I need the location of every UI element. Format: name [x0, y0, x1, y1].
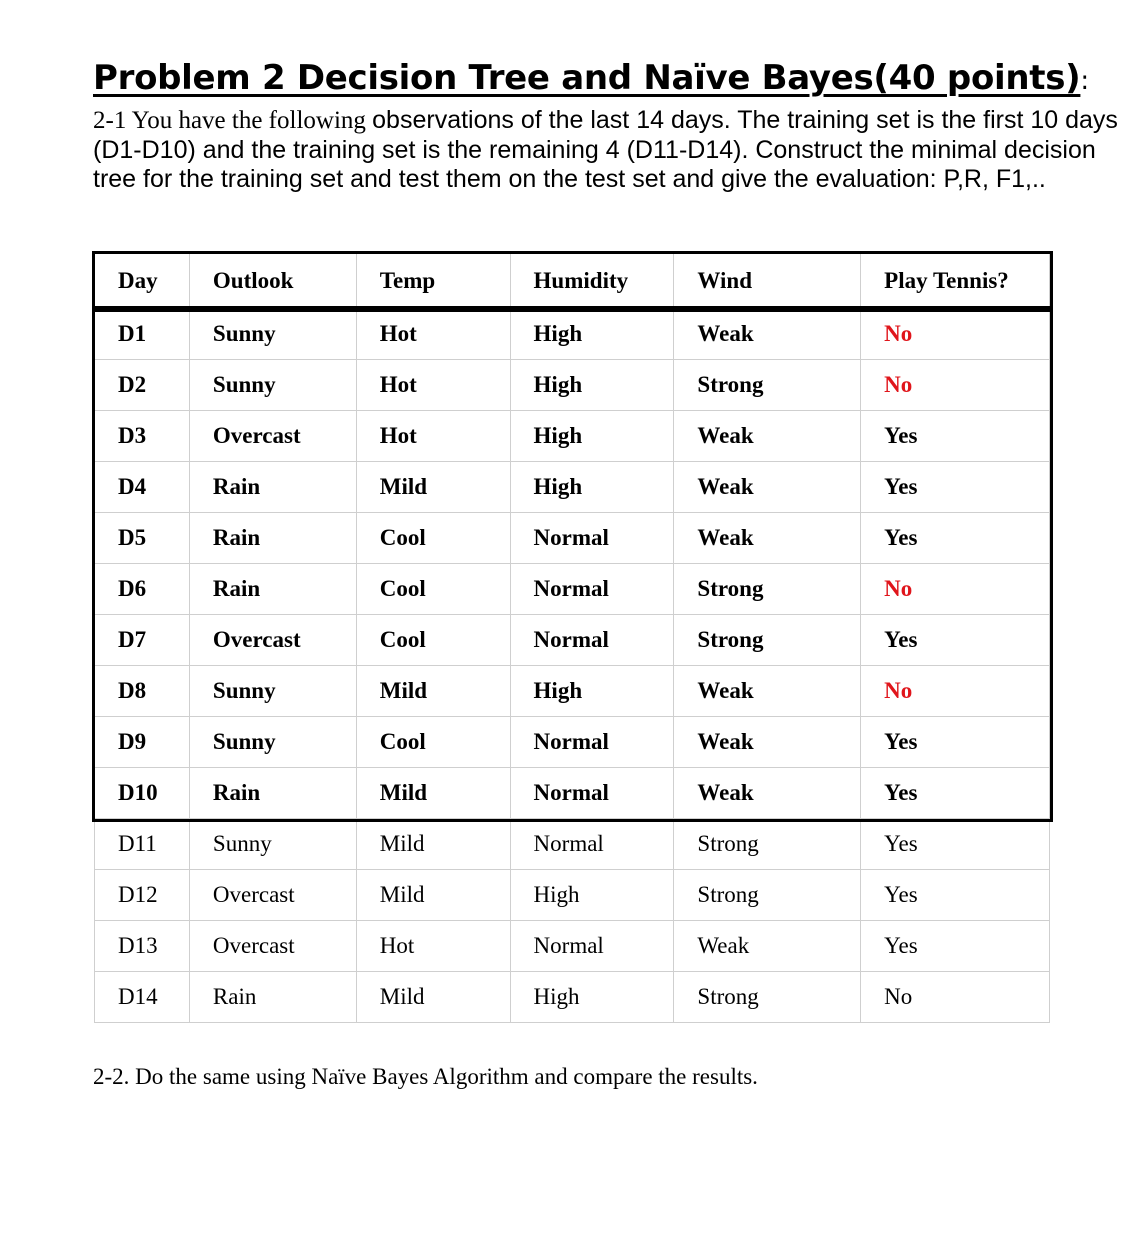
table-row: [95, 921, 1050, 972]
training-set: [95, 309, 1050, 819]
cell-humidity: High: [510, 462, 674, 513]
table-row: [95, 666, 1050, 717]
cell-temp: Hot: [356, 360, 510, 411]
cell-day: D5: [95, 513, 190, 564]
cell-humidity: High: [510, 411, 674, 462]
cell-wind: Weak: [674, 921, 861, 972]
cell-day: D6: [95, 564, 190, 615]
cell-play-tennis: Yes: [861, 768, 1050, 819]
cell-outlook: Overcast: [189, 615, 356, 666]
cell-day: D10: [95, 768, 190, 819]
cell-temp: Cool: [356, 615, 510, 666]
cell-humidity: Normal: [510, 819, 674, 870]
play-tennis-table: [94, 253, 1050, 1023]
table-row: [95, 870, 1050, 921]
table-row: [95, 462, 1050, 513]
cell-temp: Hot: [356, 921, 510, 972]
cell-outlook: Rain: [189, 513, 356, 564]
column-header-outlook: Outlook: [189, 254, 356, 309]
cell-wind: Strong: [674, 972, 861, 1023]
problem-description-rest: observations of the last 14 days. The training set is the first 10 days (D1-D10) and the training set is the remaining 4 (D11-D14). Construct the minimal decision tree for the training set and test them on the test set and give the evaluation: P,R, F1,..: [93, 106, 1118, 193]
test-set: [95, 819, 1050, 1023]
cell-wind: Weak: [674, 768, 861, 819]
cell-outlook: Rain: [189, 768, 356, 819]
cell-outlook: Overcast: [189, 921, 356, 972]
table-row: [95, 768, 1050, 819]
table-row: [95, 513, 1050, 564]
cell-day: D4: [95, 462, 190, 513]
cell-wind: Weak: [674, 717, 861, 768]
cell-humidity: High: [510, 666, 674, 717]
cell-day: D7: [95, 615, 190, 666]
cell-humidity: Normal: [510, 615, 674, 666]
cell-temp: Mild: [356, 666, 510, 717]
cell-outlook: Overcast: [189, 870, 356, 921]
cell-play-tennis: No: [861, 309, 1050, 360]
cell-temp: Mild: [356, 819, 510, 870]
cell-day: D12: [95, 870, 190, 921]
problem-title: [93, 58, 1089, 98]
cell-day: D3: [95, 411, 190, 462]
cell-outlook: Rain: [189, 972, 356, 1023]
cell-play-tennis: Yes: [861, 513, 1050, 564]
problem-description-lead: 2-1 You have the following: [93, 107, 373, 134]
cell-temp: Mild: [356, 462, 510, 513]
cell-temp: Cool: [356, 717, 510, 768]
cell-play-tennis: No: [861, 666, 1050, 717]
cell-play-tennis: Yes: [861, 921, 1050, 972]
cell-day: D9: [95, 717, 190, 768]
naive-bayes-question: 2-2. Do the same using Naïve Bayes Algorithm and compare the results.: [93, 1064, 758, 1089]
problem-description: [93, 106, 1123, 195]
cell-wind: Weak: [674, 513, 861, 564]
table-row: [95, 360, 1050, 411]
cell-temp: Mild: [356, 972, 510, 1023]
cell-wind: Weak: [674, 666, 861, 717]
cell-temp: Mild: [356, 768, 510, 819]
cell-day: D11: [95, 819, 190, 870]
column-header-day: Day: [95, 254, 190, 309]
cell-outlook: Sunny: [189, 360, 356, 411]
cell-humidity: Normal: [510, 717, 674, 768]
cell-humidity: Normal: [510, 564, 674, 615]
cell-play-tennis: Yes: [861, 870, 1050, 921]
cell-outlook: Sunny: [189, 666, 356, 717]
cell-wind: Strong: [674, 615, 861, 666]
table-row: [95, 564, 1050, 615]
cell-humidity: High: [510, 309, 674, 360]
table-row: [95, 819, 1050, 870]
cell-day: D13: [95, 921, 190, 972]
cell-outlook: Sunny: [189, 819, 356, 870]
cell-play-tennis: No: [861, 564, 1050, 615]
cell-outlook: Overcast: [189, 411, 356, 462]
cell-wind: Strong: [674, 819, 861, 870]
cell-humidity: Normal: [510, 513, 674, 564]
cell-play-tennis: Yes: [861, 411, 1050, 462]
cell-play-tennis: Yes: [861, 819, 1050, 870]
cell-temp: Hot: [356, 309, 510, 360]
column-header-wind: Wind: [674, 254, 861, 309]
table-row: [95, 309, 1050, 360]
cell-day: D14: [95, 972, 190, 1023]
cell-wind: Strong: [674, 360, 861, 411]
cell-humidity: High: [510, 972, 674, 1023]
table-row: [95, 615, 1050, 666]
cell-outlook: Rain: [189, 564, 356, 615]
cell-day: D2: [95, 360, 190, 411]
table-header-row: [95, 254, 1050, 309]
column-header-humidity: Humidity: [510, 254, 674, 309]
cell-temp: Hot: [356, 411, 510, 462]
cell-wind: Strong: [674, 870, 861, 921]
cell-day: D8: [95, 666, 190, 717]
table-row: [95, 972, 1050, 1023]
cell-outlook: Sunny: [189, 309, 356, 360]
cell-play-tennis: No: [861, 972, 1050, 1023]
cell-temp: Cool: [356, 513, 510, 564]
table-row: [95, 411, 1050, 462]
problem-title-text: Problem 2 Decision Tree and Naïve Bayes(40 points): [93, 58, 1081, 98]
cell-wind: Weak: [674, 309, 861, 360]
cell-play-tennis: No: [861, 360, 1050, 411]
cell-outlook: Sunny: [189, 717, 356, 768]
problem-title-colon: :: [1080, 66, 1089, 96]
column-header-temp: Temp: [356, 254, 510, 309]
cell-play-tennis: Yes: [861, 717, 1050, 768]
cell-humidity: Normal: [510, 921, 674, 972]
cell-day: D1: [95, 309, 190, 360]
cell-play-tennis: Yes: [861, 462, 1050, 513]
cell-wind: Weak: [674, 411, 861, 462]
cell-wind: Weak: [674, 462, 861, 513]
cell-wind: Strong: [674, 564, 861, 615]
table-row: [95, 717, 1050, 768]
column-header-play-tennis: Play Tennis?: [861, 254, 1050, 309]
cell-temp: Mild: [356, 870, 510, 921]
cell-humidity: Normal: [510, 768, 674, 819]
cell-temp: Cool: [356, 564, 510, 615]
cell-play-tennis: Yes: [861, 615, 1050, 666]
cell-outlook: Rain: [189, 462, 356, 513]
cell-humidity: High: [510, 360, 674, 411]
cell-humidity: High: [510, 870, 674, 921]
